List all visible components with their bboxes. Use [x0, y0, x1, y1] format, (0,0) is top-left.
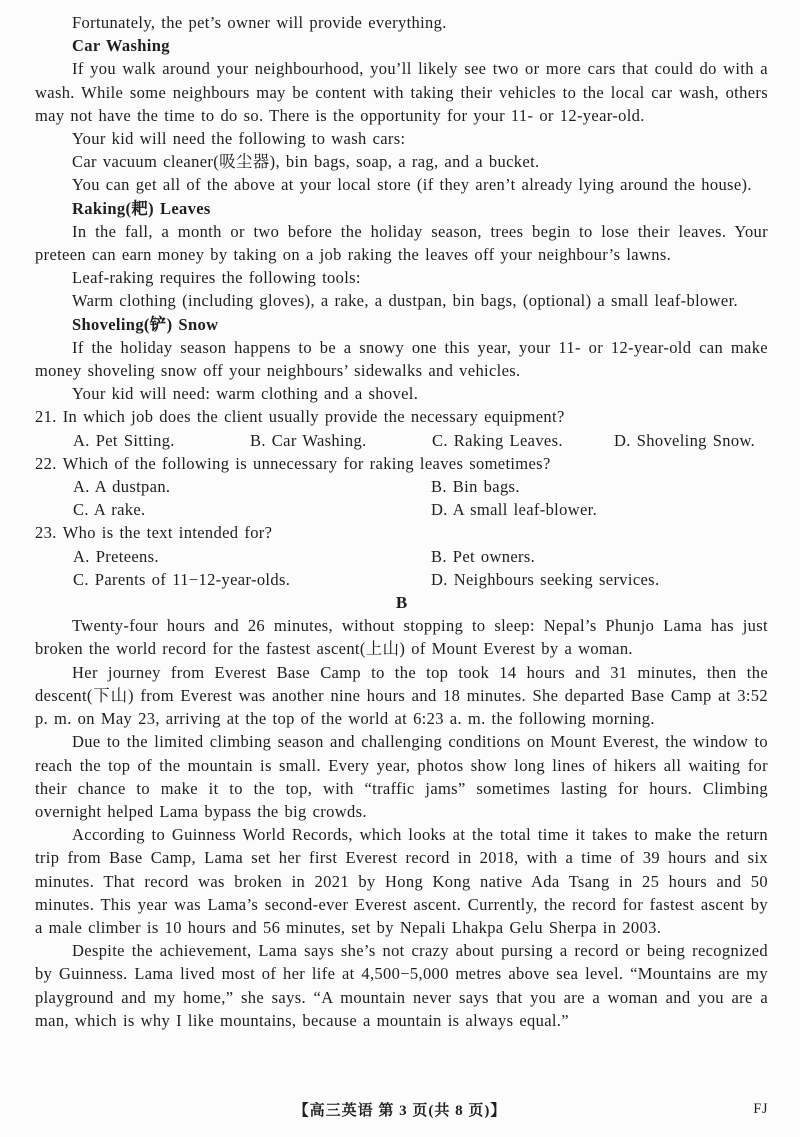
- answer-option: A. Preteens.: [73, 546, 159, 566]
- paragraph: If you walk around your neighbourhood, you’ll likely see two or more cars that could do with a wash. While some neighbours may be content with taking their vehicles to the local car wash, others may not have the time to do so. There is the opportunity for your 11- or 12-year-old.: [35, 59, 768, 125]
- answer-option: D. Neighbours seeking services.: [431, 569, 660, 589]
- question-23: [35, 521, 768, 591]
- answer-option: B. Bin bags.: [431, 477, 520, 497]
- paragraph: Despite the achievement, Lama says she’s not crazy about pursing a record or being recognized by Guinness. Lama lived most of her life at 4,500−5,000 metres above sea level. “Mountains are my playground and my home,” she says. “A mountain never says that you are a woman and you are a man, which is why I like mountains, because a mountain is always equal.”: [35, 941, 768, 1030]
- section-heading: Car Washing: [72, 36, 170, 56]
- answer-options: [73, 475, 768, 521]
- paragraph: If the holiday season happens to be a snowy one this year, your 11- or 12-year-old can make money shoveling snow off your neighbours’ sidewalks and vehicles.: [35, 337, 768, 381]
- question-stem: [35, 452, 768, 475]
- answer-option: C. A rake.: [73, 500, 146, 520]
- question-text: In which job does the client usually provide the necessary equipment?: [62, 407, 565, 427]
- page-footer: [0, 1099, 800, 1120]
- question-stem: [35, 521, 768, 544]
- question-text: Which of the following is unnecessary for raking leaves sometimes?: [62, 453, 551, 473]
- section-heading: Raking(耙) Leaves: [72, 198, 211, 218]
- answer-option: A. Pet Sitting.: [73, 430, 175, 450]
- answer-option: C. Parents of 11−12-year-olds.: [73, 569, 291, 589]
- footer-page-info: 【高三英语 第 3 页(共 8 页)】: [293, 1103, 507, 1119]
- page-content: [35, 11, 768, 1032]
- question-number: 22.: [35, 453, 57, 473]
- question-stem: [35, 405, 768, 428]
- answer-option: B. Pet owners.: [431, 546, 536, 566]
- paragraph: Leaf-raking requires the following tools:: [72, 268, 361, 288]
- answer-option: D. A small leaf-blower.: [431, 500, 598, 520]
- section-heading: Shoveling(铲) Snow: [72, 314, 219, 334]
- question-number: 23.: [35, 523, 57, 543]
- paragraph: Twenty-four hours and 26 minutes, without stopping to sleep: Nepal’s Phunjo Lama has just broken the world record for the fastest ascent(上山) of Mount Everest by a woman.: [35, 616, 768, 659]
- footer-paper-code: FJ: [753, 1101, 768, 1117]
- paragraph: Warm clothing (including gloves), a rake, a dustpan, bin bags, (optional) a small leaf-blower.: [72, 291, 738, 311]
- question-text: Who is the text intended for?: [62, 523, 273, 543]
- answer-option: A. A dustpan.: [73, 477, 171, 497]
- paragraph: Due to the limited climbing season and challenging conditions on Mount Everest, the window to reach the top of the mountain is small. Every year, photos show long lines of hikers all waiting for their chance to make it to the top, with “traffic jams” sometimes lasting for hours. Climbing overnight helped Lama bypass the big crowds.: [35, 732, 768, 821]
- paragraph: Car vacuum cleaner(吸尘器), bin bags, soap, a rag, and a bucket.: [72, 152, 540, 172]
- paragraph: You can get all of the above at your local store (if they aren’t already lying around the house).: [72, 175, 752, 195]
- question-21: [35, 405, 768, 451]
- paragraph: In the fall, a month or two before the holiday season, trees begin to lose their leaves. Your preteen can earn money by taking on a job raking the leaves off your neighbour’s lawns.: [35, 221, 768, 265]
- answer-options: [73, 429, 768, 452]
- question-22: [35, 452, 768, 522]
- paragraph: Her journey from Everest Base Camp to the top took 14 hours and 31 minutes, then the descent(下山) from Everest was another nine hours and 18 minutes. She departed Base Camp at 3:52 p. m. on May 23, arriving at the top of the world at 6:23 a. m. the following morning.: [35, 662, 768, 729]
- answer-options: [73, 545, 768, 591]
- passage-label: B: [395, 593, 408, 613]
- answer-option: C. Raking Leaves.: [432, 430, 563, 450]
- paragraph: Your kid will need the following to wash cars:: [72, 129, 406, 149]
- question-number: 21.: [35, 407, 57, 427]
- paragraph: Your kid will need: warm clothing and a shovel.: [72, 384, 419, 404]
- answer-option: D. Shoveling Snow.: [614, 430, 756, 450]
- answer-option: B. Car Washing.: [250, 430, 367, 450]
- paragraph: According to Guinness World Records, which looks at the total time it takes to make the return trip from Base Camp, Lama set her first Everest record in 2018, with a time of 39 hours and six minutes. That record was broken in 2021 by Hong Kong native Ada Tsang in 25 hours and 50 minutes. This year was Lama’s second-ever Everest ascent. Currently, the record for fastest ascent by a male climber is 10 hours and 56 minutes, set by Nepali Lhakpa Gelu Sherpa in 2003.: [35, 825, 768, 937]
- paragraph: Fortunately, the pet’s owner will provide everything.: [72, 13, 447, 32]
